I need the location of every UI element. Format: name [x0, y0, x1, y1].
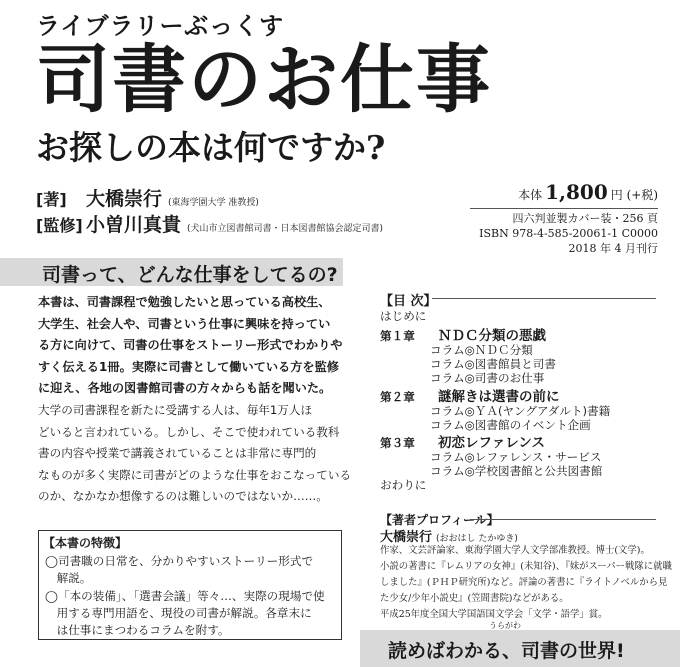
author-name: 大橋崇行 [86, 188, 163, 210]
feature-line: ◯「本の装備」、「選書会議」等々…、実際の現場で使 [45, 589, 325, 603]
chapter-title: 謎解きは選書の前に [438, 389, 560, 405]
toc-chapter-2 [380, 385, 560, 405]
format-info: 四六判並製カバー装・256 頁 [512, 212, 658, 225]
profile-heading: 【著者プロフィール】 [380, 513, 499, 527]
profile-divider [470, 519, 656, 520]
body-paragraph [38, 400, 352, 508]
profile-line: た少女/少年小説史』(笠間書院)などがある。 [380, 593, 569, 604]
chapter-number: 第１章 [380, 329, 415, 343]
book-title: 司書のお仕事 [36, 37, 492, 123]
publication-info [479, 211, 658, 256]
toc-front: はじめに [380, 309, 427, 323]
slogan-band [360, 630, 680, 667]
chapter-title: 初恋レファレンス [438, 435, 545, 451]
body-line: のか、なかなか想像するのは難しいのではないか……。 [38, 489, 328, 503]
profile-line: 小説の著書に『レムリアの女神』(未知谷)、『妹がスーパー戦隊に就職 [380, 561, 672, 572]
lead-line: 本書は、司書課程で勉強したいと思っている高校生、 [38, 295, 331, 309]
lead-line: る方に向けて、司書の仕事をストーリー形式でわかりや [38, 338, 343, 352]
toc-chapter-1 [380, 324, 546, 344]
supervisor-credit [36, 210, 383, 237]
toc-column: コラム◎レファレンス・サービス [430, 450, 602, 464]
feature-line: ◯司書職の日常を、分かりやすいストーリー形式で [45, 554, 314, 568]
price-divider [470, 208, 658, 209]
price-suffix: 円 (+税) [610, 188, 658, 202]
toc-column: コラム◎図書館員と司書 [430, 357, 556, 371]
chapter-title: ＮＤＣ分類の悪戯 [438, 328, 546, 344]
chapter-number: 第３章 [380, 436, 415, 450]
feature-line: 用する専門用語を、現役の司書が解説。各章末に [45, 606, 312, 620]
price-prefix: 本体 [518, 188, 543, 202]
headline-band [0, 258, 343, 286]
toc-column: コラム◎司書のお仕事 [430, 371, 545, 385]
lead-paragraph [38, 292, 343, 400]
price-amount: 1,800 [545, 180, 608, 204]
toc-heading: 【目 次】 [380, 294, 437, 309]
body-line: 大学の司書課程を新たに受講する人は、毎年1万人ほ [38, 403, 313, 417]
isbn-info: ISBN 978-4-585-20061-1 C0000 [479, 227, 658, 240]
feature-line: は仕事にまつわるコラムを附す。 [45, 623, 230, 637]
release-date: 2018 年 4 月刊行 [568, 242, 658, 255]
supervisor-affiliation: (犬山市立図書館司書・日本図書館協会認定司書) [187, 224, 384, 234]
toc-column: コラム◎ＹＡ(ヤングアダルト)書籍 [430, 404, 611, 418]
supervisor-role: [監修] [36, 216, 83, 235]
profile-line: 平成25年度全国大学国語国文学会「文学・語学」賞。 [380, 609, 608, 620]
body-line: なものが多く実際に司書がどのような仕事をおこなっている [38, 467, 352, 482]
lead-line: に迎え、各地の図書館司書の方々からも話を聞いた。 [38, 381, 332, 395]
lead-line: すく伝える1冊。実際に司書として働いている方を監修 [38, 359, 339, 374]
profile-reading: (おおはし たかゆき) [436, 534, 518, 544]
toc-back: おわりに [380, 478, 427, 492]
toc-column: コラム◎図書館のイベント企画 [430, 418, 591, 432]
toc-column: コラム◎ＮＤＣ分類 [430, 343, 533, 357]
author-credit [36, 184, 259, 211]
author-role: [著] [36, 190, 67, 209]
toc-column: コラム◎学校図書館と公共図書館 [430, 464, 603, 478]
body-line: 書の内容や授業で講義されていることは非常に専門的 [38, 446, 317, 460]
profile-line: しました』(ＰＨＰ研究所)など。評論の著書に『ライトノベルから見 [380, 577, 668, 588]
features-heading: 【本書の特徴】 [43, 536, 128, 550]
profile-line: 作家、文芸評論家、東海学園大学人文学部准教授。博士(文学)。 [380, 545, 650, 556]
price [518, 180, 658, 204]
feature-line: 解説。 [45, 571, 92, 585]
chapter-number: 第２章 [380, 390, 415, 404]
slogan-ruby: うらがわ [489, 621, 521, 630]
lead-line: 大学生、社会人や、司書という仕事に興味を持ってい [38, 316, 331, 331]
toc-divider [432, 298, 656, 299]
headline: 司書って、どんな仕事をしてるの? [42, 264, 338, 286]
author-affiliation: (東海学園大学 准教授) [168, 198, 259, 208]
profile-author-name: 大橋崇行 [380, 530, 433, 545]
profile-text [380, 543, 672, 623]
book-subtitle: お探しの本は何ですか? [36, 128, 386, 167]
features-box [38, 530, 342, 640]
slogan: 読めばわかる、司書の世界! [388, 640, 625, 662]
body-line: どいると言われている。しかし、そこで使われている教科 [38, 424, 340, 439]
series-name: ライブラリーぶっくす [36, 12, 285, 40]
supervisor-name: 小曽川真貴 [86, 214, 182, 236]
toc-chapter-3 [380, 431, 545, 451]
